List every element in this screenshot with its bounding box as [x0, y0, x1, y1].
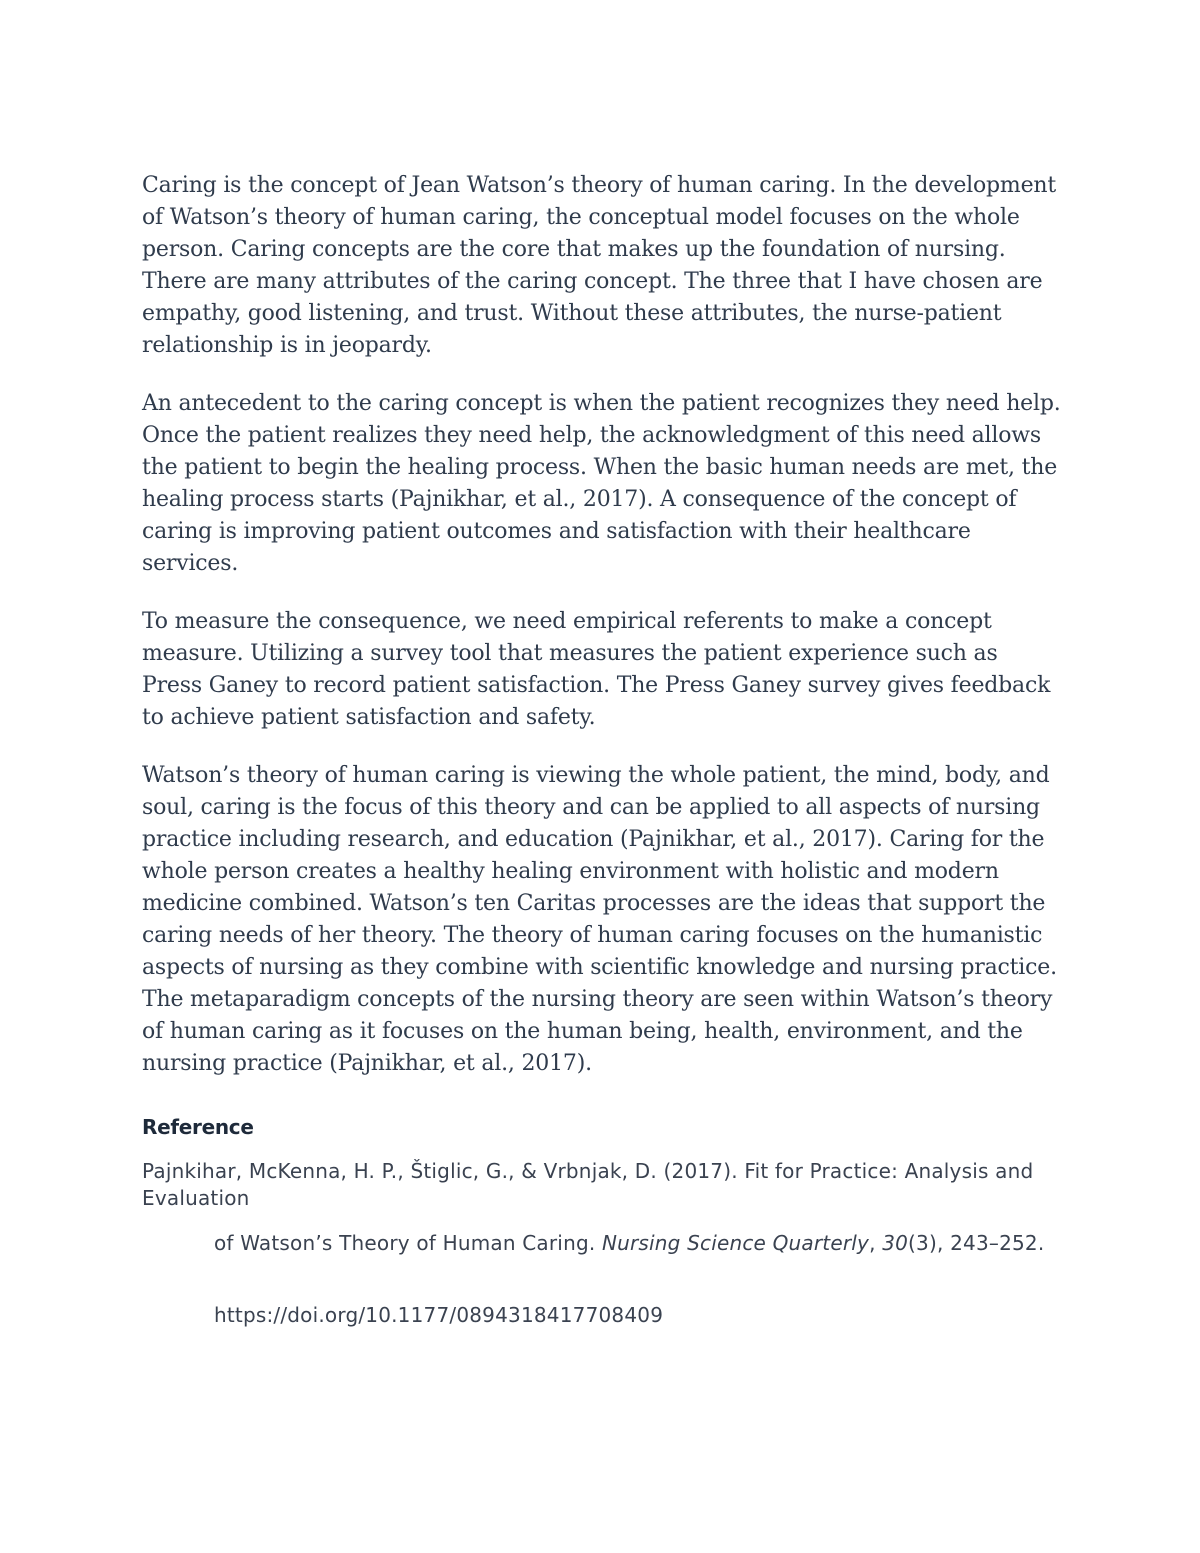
reference-issue-pages: (3), 243–252. [908, 1231, 1045, 1255]
reference-journal: Nursing Science Quarterly [601, 1231, 870, 1255]
document-body [142, 170, 1062, 1106]
reference-heading: Reference [142, 1115, 254, 1139]
reference-authors-title: Pajnkihar, McKenna, H. P., Štiglic, G., & Vrbnjak, D. (2017). Fit for Practice: Analysis and Evaluation [142, 1159, 1034, 1210]
paragraph-4: Watson’s theory of human caring is viewing the whole patient, the mind, body, and soul, caring is the focus of this theory and can be applied to all aspects of nursing practice including research, and education (Pajnikhar, et al., 2017). Caring for the whole person creates a healthy healing environment with holistic and modern medicine combined. Watson’s ten Caritas processes are the ideas that support the caring needs of her theory. The theory of human caring focuses on the humanistic aspects of nursing as they combine with scientific knowledge and nursing practice. The metaparadigm concepts of the nursing theory are seen within Watson’s theory of human caring as it focuses on the human being, health, environment, and the nursing practice (Pajnikhar, et al., 2017). [142, 763, 1057, 1076]
reference-separator: , [869, 1231, 883, 1255]
reference-title-cont: of Watson’s Theory of Human Caring. [214, 1231, 602, 1255]
reference-doi-link[interactable]: https://doi.org/10.1177/0894318417708409 [214, 1303, 664, 1327]
reference-doi-line [142, 1302, 1072, 1329]
paragraph-3: To measure the consequence, we need empirical referents to make a concept measure. Utilizing a survey tool that measures the patient experience such as Press Ganey to record patient satisfaction. The Press Ganey survey gives feedback to achieve patient satisfaction and safety. [142, 609, 1051, 730]
paragraph-2: An antecedent to the caring concept is when the patient recognizes they need help. Once the patient realizes they need help, the acknowledgment of this need allows the patient to begin the healing process. When the basic human needs are met, the healing process starts (Pajnikhar, et al., 2017). A consequence of the concept of caring is improving patient outcomes and satisfaction with their healthcare services. [142, 391, 1061, 576]
reference-citation [142, 1230, 1072, 1257]
reference-volume: 30 [882, 1231, 909, 1255]
paragraph-1: Caring is the concept of Jean Watson’s theory of human caring. In the development of Watson’s theory of human caring, the conceptual model focuses on the whole person. Caring concepts are the core that makes up the foundation of nursing. There are many attributes of the caring concept. The three that I have chosen are empathy, good listening, and trust. Without these attributes, the nurse-patient relationship is in jeopardy. [142, 173, 1056, 358]
